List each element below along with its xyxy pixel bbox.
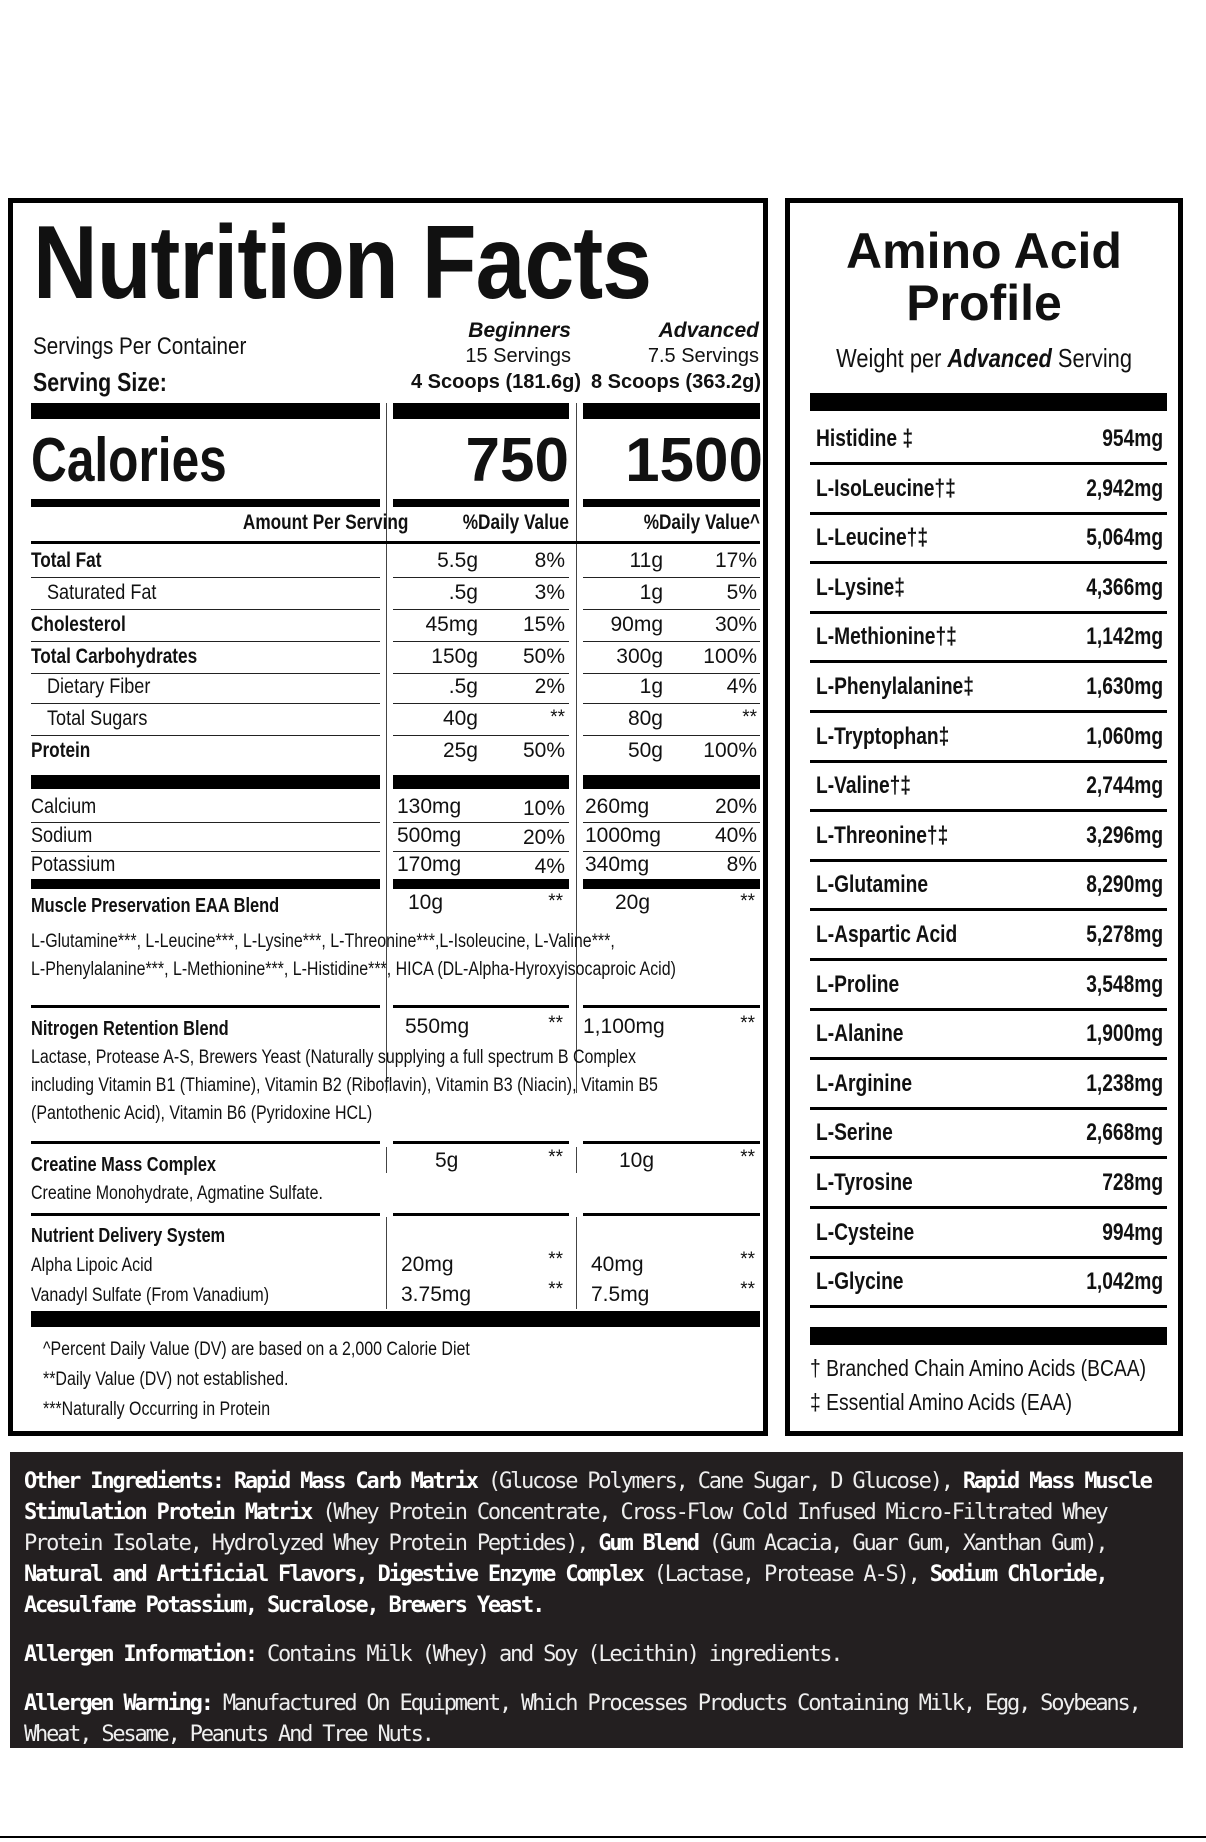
column-divider (386, 1217, 387, 1309)
ingredient-group: Sodium Chloride, Acesulfame Potassium, Sucralose, Brewers Yeast. (24, 1562, 1107, 1618)
beginners-daily-value: 50% (522, 645, 565, 668)
amino-acid-row (810, 861, 1167, 911)
advanced-daily-value: ** (742, 707, 757, 728)
amino-acid-panel (785, 198, 1183, 1436)
amino-acid-name: L-Glycine (816, 1268, 904, 1295)
row-divider (393, 822, 569, 823)
beginners-amount: 150g (431, 645, 478, 668)
advanced-amount: 340mg (585, 853, 650, 876)
nitrogen-advanced-amount: 1,100mg (583, 1015, 665, 1038)
row-divider (583, 735, 760, 736)
section-divider (583, 1213, 760, 1216)
advanced-daily-value: 17% (714, 549, 757, 572)
ingredient-group: Gum Blend (598, 1531, 698, 1556)
advanced-servings: 7.5 Servings (647, 345, 759, 367)
beginners-daily-value: ** (548, 1249, 563, 1270)
amino-acid-name: L-Phenylalanine‡ (816, 673, 974, 700)
amino-acid-value: 2,668mg (1086, 1119, 1163, 1146)
beginners-amount: 3.75mg (401, 1283, 472, 1306)
amino-acid-value: 994mg (1102, 1219, 1163, 1246)
row-divider (31, 577, 380, 578)
amount-per-serving-header: Amount Per Serving (242, 511, 409, 534)
nutrient-name: Total Fat (31, 549, 102, 572)
thick-divider (31, 879, 380, 889)
nitrogen-advanced-dv: ** (740, 1013, 755, 1034)
daily-value-header-advanced: %Daily Value^ (643, 511, 760, 534)
footnote: ***Naturally Occurring in Protein (43, 1399, 271, 1420)
section-divider (583, 1005, 760, 1008)
amino-subtitle-pre: Weight per (836, 343, 948, 373)
amino-acid-name: L-Threonine†‡ (816, 822, 949, 849)
column-divider (386, 1147, 387, 1173)
beginners-amount: .5g (448, 675, 478, 698)
beginners-daily-value: 8% (534, 549, 565, 572)
advanced-amount: 300g (616, 645, 663, 668)
delivery-item-name: Alpha Lipoic Acid (31, 1255, 153, 1276)
ingredient-detail: (Glucose Polymers, Cane Sugar, D Glucose), (476, 1469, 963, 1494)
amino-title-line1: Amino Acid (846, 223, 1122, 279)
beginners-label: Beginners (468, 319, 571, 342)
thick-divider (31, 775, 380, 789)
allergen-warning (24, 1688, 1169, 1750)
nutrition-facts-title: Nutrition Facts (33, 205, 652, 321)
beginners-daily-value: 10% (522, 797, 565, 820)
amino-acid-value: 5,278mg (1086, 921, 1163, 948)
amino-acid-row (810, 1060, 1167, 1110)
beginners-amount: 20mg (401, 1253, 454, 1276)
thick-divider (583, 775, 760, 789)
thick-divider (393, 403, 569, 419)
amino-acid-name: L-Aspartic Acid (816, 921, 958, 948)
creatine-advanced-dv: ** (740, 1147, 755, 1168)
row-divider (393, 577, 569, 578)
nutrient-name: Saturated Fat (47, 581, 157, 604)
advanced-amount: 40mg (591, 1253, 644, 1276)
beginners-daily-value: ** (550, 707, 565, 728)
amino-acid-value: 8,290mg (1086, 871, 1163, 898)
beginners-servings: 15 Servings (465, 345, 571, 367)
beginners-daily-value: 20% (522, 826, 565, 849)
thick-divider (393, 775, 569, 789)
eaa-advanced-amount: 20g (615, 891, 651, 914)
amino-acid-name: L-Alanine (816, 1020, 904, 1047)
allergen-information (24, 1639, 1169, 1670)
creatine-complex-name: Creatine Mass Complex (31, 1154, 217, 1176)
beginners-daily-value: 50% (522, 739, 565, 762)
amino-acid-name: L-Methionine†‡ (816, 623, 957, 650)
row-divider (393, 735, 569, 736)
ingredient-detail: (Lactase, Protease A-S), (642, 1562, 930, 1587)
beginners-scoops: 4 Scoops (181.6g) (411, 371, 582, 393)
advanced-daily-value: 20% (714, 795, 757, 818)
amino-acid-row (810, 1209, 1167, 1259)
allergen-information-label: Allergen Information: (24, 1642, 256, 1667)
row-divider (31, 735, 380, 736)
amino-acid-value: 1,042mg (1086, 1268, 1163, 1295)
section-divider (393, 1213, 569, 1216)
advanced-calories: 1500 (625, 426, 763, 495)
amino-acid-value: 3,296mg (1086, 822, 1163, 849)
nutrient-name: Total Sugars (47, 707, 148, 730)
advanced-daily-value: 4% (726, 675, 757, 698)
advanced-amount: 1g (639, 581, 663, 604)
amino-acid-row (810, 1258, 1167, 1308)
amino-acid-name: Histidine ‡ (816, 425, 914, 452)
row-divider (31, 673, 380, 674)
thick-divider (31, 403, 380, 419)
amino-acid-name: L-Tyrosine (816, 1169, 913, 1196)
advanced-amount: 260mg (585, 795, 650, 818)
nitrogen-beginners-dv: ** (548, 1013, 563, 1034)
beginners-daily-value: 3% (534, 581, 565, 604)
amino-acid-row (810, 1010, 1167, 1060)
eaa-beginners-amount: 10g (408, 891, 444, 914)
advanced-label: Advanced (658, 319, 759, 342)
beginners-amount: 5.5g (437, 549, 478, 572)
advanced-amount: 7.5mg (591, 1283, 650, 1306)
thick-divider (810, 393, 1167, 411)
amino-acid-name: L-Proline (816, 971, 900, 998)
amino-acid-row (810, 713, 1167, 763)
ingredient-group: Natural and Artificial Flavors, Digestive Enzyme Complex (24, 1562, 643, 1587)
amino-acid-name: L-IsoLeucine†‡ (816, 475, 956, 502)
amino-acid-row (810, 911, 1167, 961)
bcaa-legend: † Branched Chain Amino Acids (BCAA) (810, 1355, 1147, 1381)
allergen-warning-label: Allergen Warning: (24, 1691, 212, 1716)
beginners-amount: 170mg (397, 853, 462, 876)
beginners-amount: 500mg (397, 824, 462, 847)
amino-acid-value: 5,064mg (1086, 524, 1163, 551)
other-ingredients-label: Other Ingredients: (24, 1469, 223, 1494)
beginners-daily-value: ** (548, 1279, 563, 1300)
amino-acid-name: L-Glutamine (816, 871, 929, 898)
amino-acid-row (810, 762, 1167, 812)
creatine-complex-description: Creatine Monohydrate, Agmatine Sulfate. (31, 1183, 323, 1204)
row-divider (393, 703, 569, 704)
thick-divider (583, 879, 760, 889)
amino-subtitle-post: Serving (1051, 343, 1132, 373)
mineral-name: Calcium (31, 795, 97, 818)
amino-acid-row (810, 1109, 1167, 1159)
column-divider (576, 1009, 577, 1035)
section-divider (31, 1005, 380, 1008)
amino-acid-row (810, 1159, 1167, 1209)
medium-divider (31, 499, 380, 507)
thick-divider (810, 1327, 1167, 1345)
eaa-beginners-dv: ** (548, 891, 563, 912)
amino-acid-value: 1,630mg (1086, 673, 1163, 700)
advanced-daily-value: ** (740, 1249, 755, 1270)
footnote: **Daily Value (DV) not established. (43, 1369, 289, 1390)
medium-divider (393, 499, 569, 507)
allergen-warning-text: Manufactured On Equipment, Which Processes Products Containing Milk, Egg, Soybeans, Wheat, Sesame, Peanuts And Tree Nuts. (24, 1691, 1140, 1747)
footnote: ^Percent Daily Value (DV) are based on a 2,000 Calorie Diet (43, 1339, 470, 1360)
amino-acid-value: 1,900mg (1086, 1020, 1163, 1047)
eaa-legend: ‡ Essential Amino Acids (EAA) (810, 1389, 1073, 1415)
nitrogen-blend-name: Nitrogen Retention Blend (31, 1018, 229, 1040)
nutrient-name: Total Carbohydrates (31, 645, 198, 668)
ingredient-group: Rapid Mass Muscle Stimulation Protein Matrix (24, 1469, 1151, 1525)
amino-acid-value: 954mg (1102, 425, 1163, 452)
advanced-amount: 1000mg (585, 824, 661, 847)
beginners-daily-value: 2% (534, 675, 565, 698)
row-divider (393, 673, 569, 674)
amino-acid-value: 728mg (1102, 1169, 1163, 1196)
advanced-amount: 11g (629, 549, 663, 572)
creatine-beginners-amount: 5g (435, 1149, 459, 1172)
amino-acid-row (810, 514, 1167, 564)
ingredient-detail: (Gum Acacia, Guar Gum, Xanthan Gum), (697, 1531, 1107, 1556)
row-divider (31, 703, 380, 704)
delivery-item-name: Vanadyl Sulfate (From Vanadium) (31, 1285, 270, 1306)
thick-divider (583, 403, 760, 419)
beginners-amount: 25g (442, 739, 478, 762)
column-divider (386, 403, 387, 1093)
advanced-daily-value: 8% (726, 853, 757, 876)
thick-divider (393, 879, 569, 889)
section-divider (31, 1141, 380, 1144)
bottom-border (0, 1836, 1206, 1838)
ingredients-panel (10, 1452, 1183, 1748)
advanced-daily-value: 30% (714, 613, 757, 636)
amino-acid-row (810, 564, 1167, 614)
column-divider (576, 403, 577, 1093)
advanced-daily-value: 5% (726, 581, 757, 604)
amino-title-line2: Profile (906, 275, 1062, 331)
row-divider (393, 851, 569, 852)
amino-acid-value: 1,060mg (1086, 723, 1163, 750)
amino-acid-name: L-Cysteine (816, 1219, 915, 1246)
column-divider (576, 1147, 577, 1173)
mineral-name: Sodium (31, 824, 93, 847)
delivery-system-name: Nutrient Delivery System (31, 1225, 226, 1247)
advanced-amount: 80g (627, 707, 663, 730)
amino-acid-name: L-Leucine†‡ (816, 524, 929, 551)
amino-acid-value: 1,238mg (1086, 1070, 1163, 1097)
amino-acid-row (810, 465, 1167, 515)
row-divider (583, 609, 760, 610)
eaa-blend-name: Muscle Preservation EAA Blend (31, 895, 280, 917)
row-divider (31, 609, 380, 610)
amino-acid-row (810, 613, 1167, 663)
advanced-amount: 90mg (610, 613, 663, 636)
beginners-amount: .5g (448, 581, 478, 604)
nutrient-name: Protein (31, 739, 91, 762)
amino-subtitle-em: Advanced (947, 343, 1052, 373)
beginners-daily-value: 4% (534, 855, 565, 878)
daily-value-header-beginners: %Daily Value (462, 511, 569, 534)
amino-acid-value: 3,548mg (1086, 971, 1163, 998)
beginners-amount: 45mg (425, 613, 478, 636)
beginners-amount: 40g (442, 707, 478, 730)
amino-acid-row (810, 812, 1167, 862)
amino-acid-name: L-Tryptophan‡ (816, 723, 950, 750)
beginners-amount: 130mg (397, 795, 462, 818)
advanced-daily-value: 100% (703, 645, 757, 668)
serving-size-label: Serving Size: (33, 367, 167, 397)
row-divider (583, 703, 760, 704)
amino-subtitle (790, 343, 1178, 374)
servings-per-container-label: Servings Per Container (33, 333, 247, 360)
advanced-daily-value: 100% (703, 739, 757, 762)
section-divider (31, 1213, 380, 1216)
row-divider (583, 577, 760, 578)
advanced-daily-value: 40% (714, 824, 757, 847)
eaa-blend-description: L-Phenylalanine***, L-Methionine***, L-Histidine***, HICA (DL-Alpha-Hyroxyisocaproic Acid) (31, 959, 676, 980)
eaa-advanced-dv: ** (740, 891, 755, 912)
beginners-calories: 750 (465, 426, 569, 495)
thick-divider (31, 1311, 760, 1327)
nitrogen-blend-description: Lactase, Protease A-S, Brewers Yeast (Naturally supplying a full spectrum B Complex (31, 1047, 636, 1068)
row-divider (31, 822, 380, 823)
row-divider (31, 851, 380, 852)
row-divider (583, 851, 760, 852)
amino-acid-row (810, 961, 1167, 1011)
calories-label: Calories (31, 426, 227, 495)
row-divider (393, 609, 569, 610)
advanced-amount: 50g (627, 739, 663, 762)
column-divider (576, 1217, 577, 1309)
amino-acid-name: L-Serine (816, 1119, 893, 1146)
row-divider (583, 822, 760, 823)
creatine-beginners-dv: ** (548, 1147, 563, 1168)
nutrient-name: Dietary Fiber (47, 675, 151, 698)
amino-acid-value: 4,366mg (1086, 574, 1163, 601)
mineral-name: Potassium (31, 853, 116, 876)
amino-acid-value: 1,142mg (1086, 623, 1163, 650)
nitrogen-beginners-amount: 550mg (405, 1015, 470, 1038)
section-divider (393, 1005, 569, 1008)
section-divider (393, 1141, 569, 1144)
allergen-information-text: Contains Milk (Whey) and Soy (Lecithin) ingredients. (255, 1642, 842, 1667)
nutrient-name: Cholesterol (31, 613, 126, 636)
column-divider (386, 1009, 387, 1035)
ingredient-group: Rapid Mass Carb Matrix (233, 1469, 477, 1494)
advanced-scoops: 8 Scoops (363.2g) (590, 371, 761, 393)
beginners-daily-value: 15% (522, 613, 565, 636)
row-divider (393, 641, 569, 642)
amino-acid-name: L-Valine†‡ (816, 772, 911, 799)
nutrition-facts-panel (8, 198, 768, 1436)
creatine-advanced-amount: 10g (619, 1149, 655, 1172)
advanced-daily-value: ** (740, 1279, 755, 1300)
other-ingredients (24, 1466, 1169, 1621)
row-divider (31, 641, 380, 642)
header-divider (31, 541, 760, 544)
row-divider (583, 673, 760, 674)
section-divider (583, 1141, 760, 1144)
amino-acid-value: 2,744mg (1086, 772, 1163, 799)
nitrogen-blend-description: including Vitamin B1 (Thiamine), Vitamin B2 (Riboflavin), Vitamin B3 (Niacin), Vitamin B5 (31, 1075, 658, 1096)
eaa-blend-description: L-Glutamine***, L-Leucine***, L-Lysine***, L-Threonine***,L-Isoleucine, L-Valine***, (31, 931, 615, 952)
nitrogen-blend-description: (Pantothenic Acid), Vitamin B6 (Pyridoxine HCL) (31, 1103, 373, 1124)
amino-acid-row (810, 663, 1167, 713)
amino-acid-name: L-Lysine‡ (816, 574, 905, 601)
amino-acid-row (810, 415, 1167, 465)
row-divider (583, 641, 760, 642)
amino-acid-value: 2,942mg (1086, 475, 1163, 502)
advanced-amount: 1g (639, 675, 663, 698)
ingredient-detail: (Whey Protein Concentrate, Cross-Flow Cold Infused Micro-Filtrated Whey Protein Isolate, Hydrolyzed Whey Protein Peptides), (24, 1500, 1107, 1556)
medium-divider (583, 499, 760, 507)
amino-acid-name: L-Arginine (816, 1070, 912, 1097)
